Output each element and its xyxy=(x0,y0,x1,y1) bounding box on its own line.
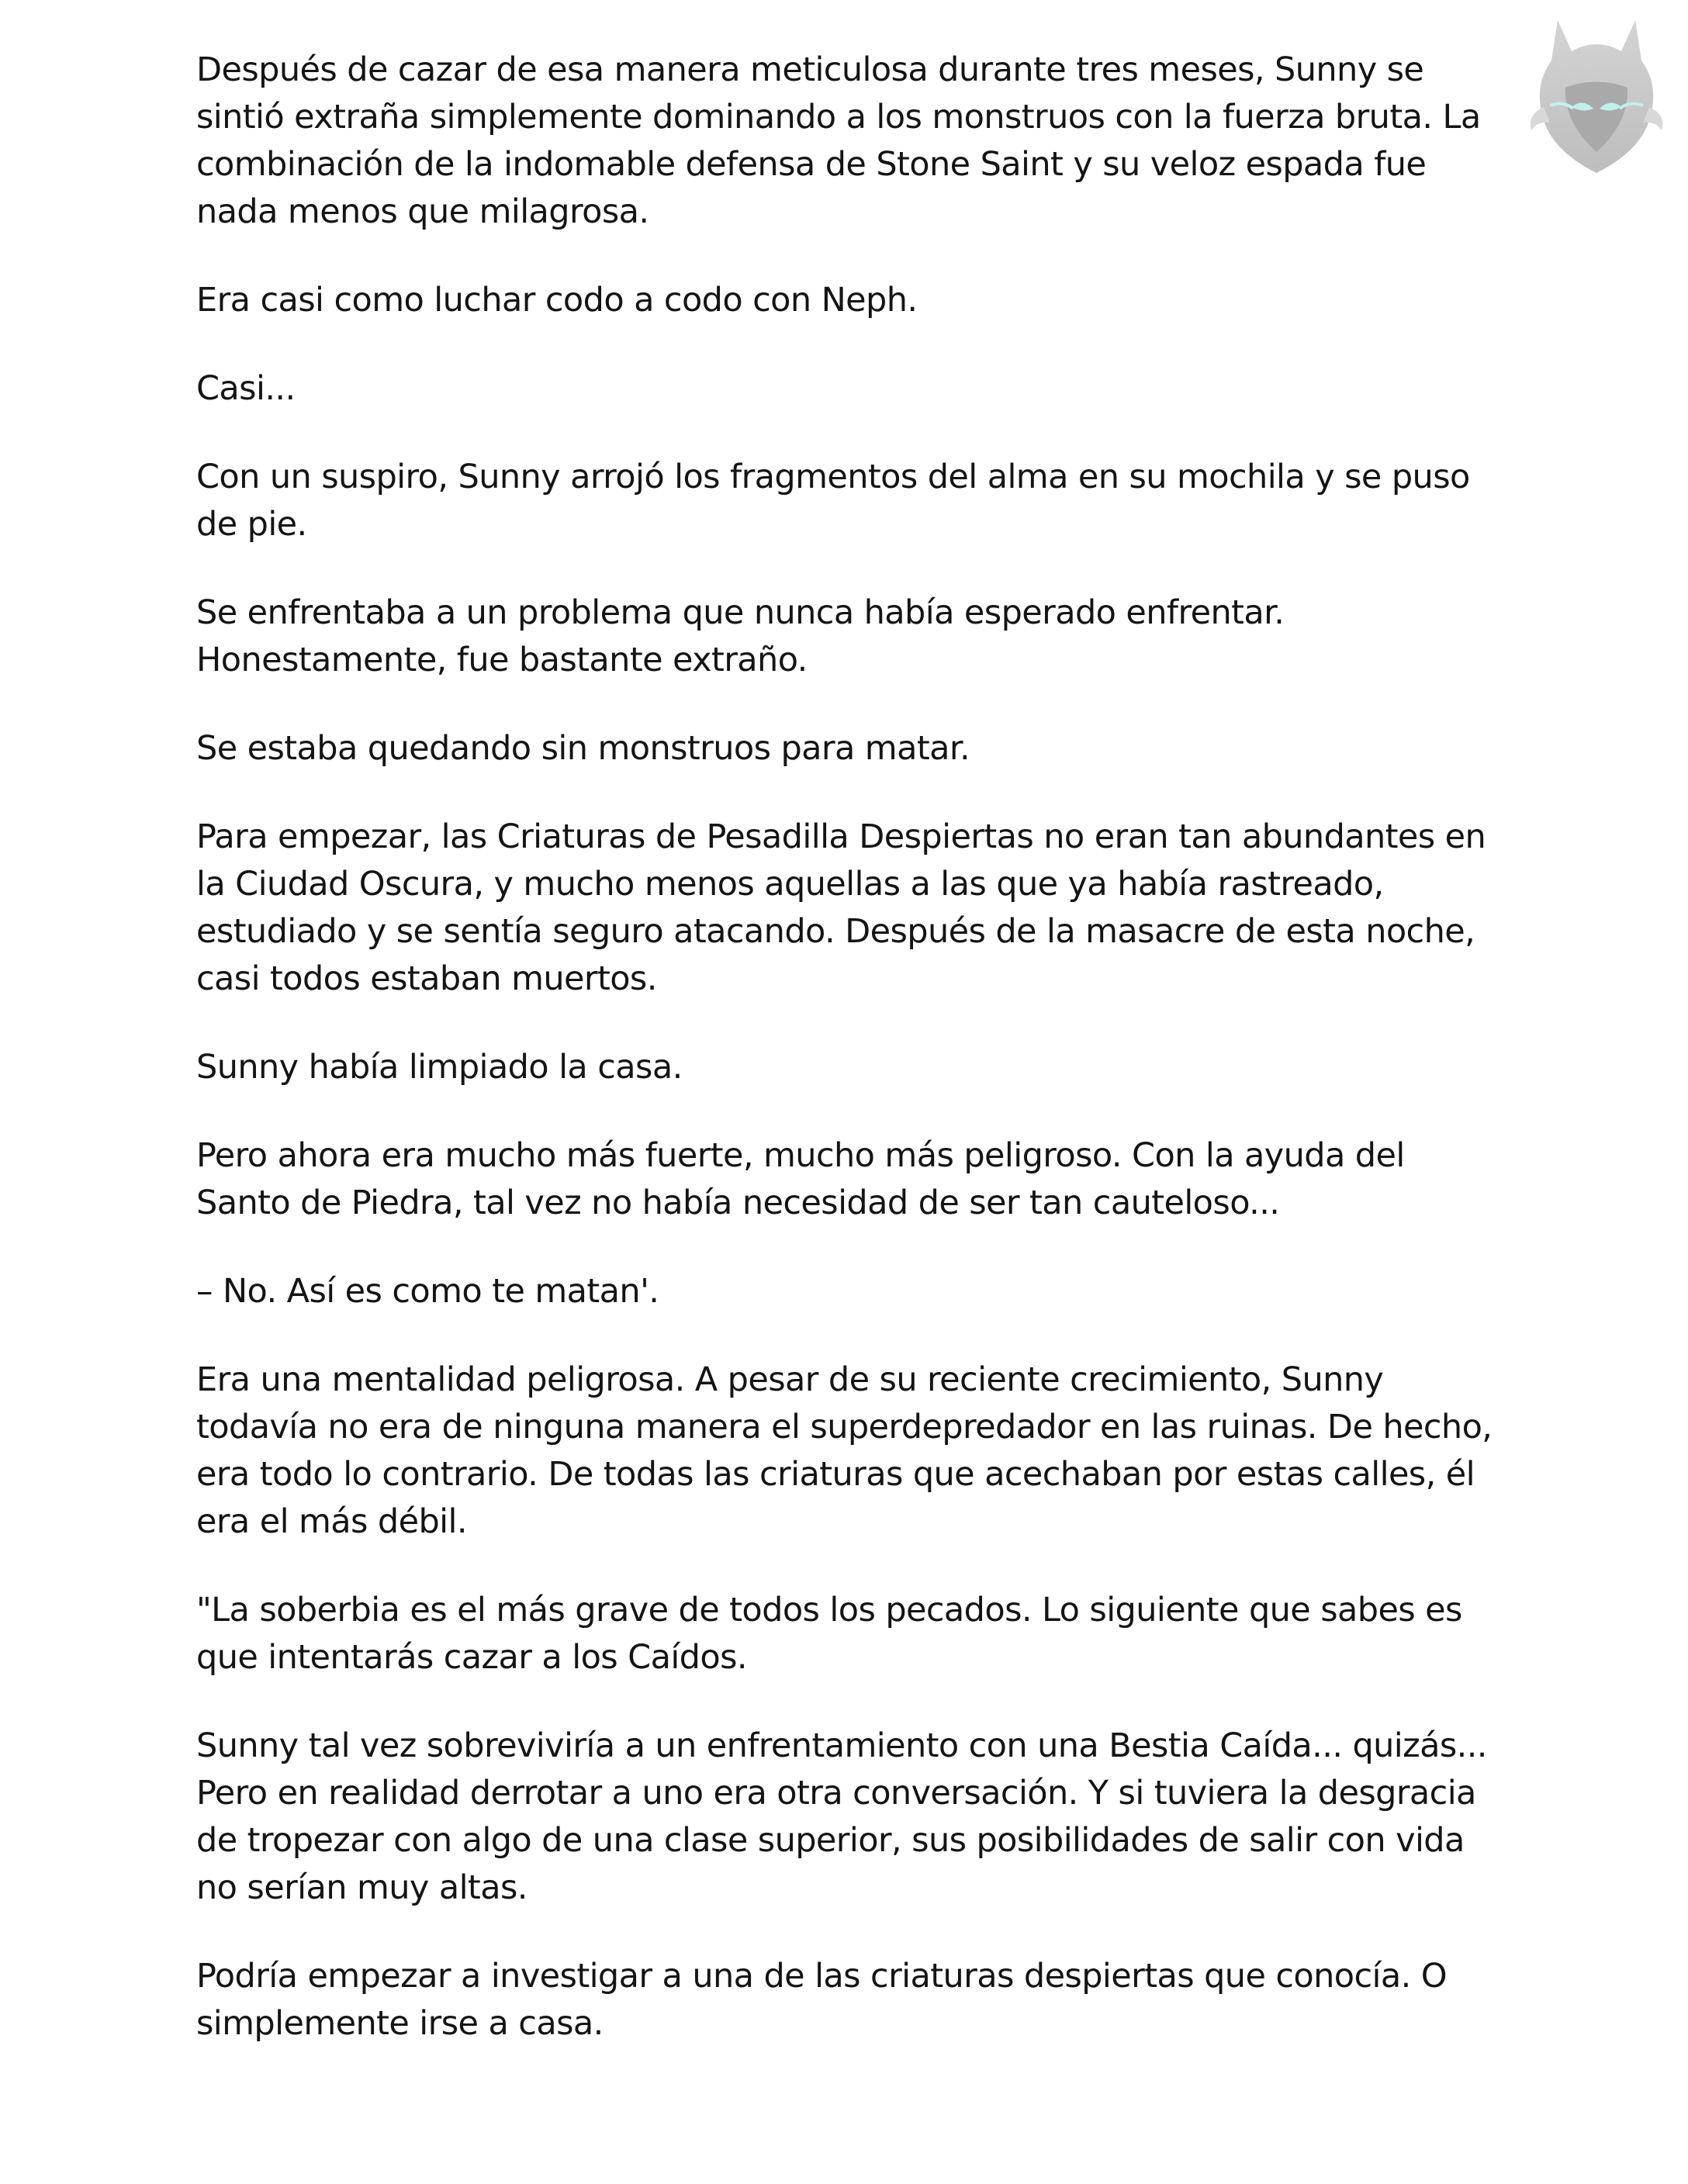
paragraph: Se enfrentaba a un problema que nunca había esperado enfrentar. Honestamente, fue bastante extraño. xyxy=(196,593,1285,679)
paragraph: – No. Así es como te matan'. xyxy=(196,1272,659,1311)
paragraph: Sunny había limpiado la casa. xyxy=(196,1048,683,1087)
paragraph: Podría empezar a investigar a una de las criaturas despiertas que conocía. O simplemente irse a casa. xyxy=(196,1957,1448,2043)
paragraph: "La soberbia es el más grave de todos los pecados. Lo siguiente que sabes es que intentarás cazar a los Caídos. xyxy=(196,1591,1462,1677)
paragraph: Era casi como luchar codo a codo con Neph. xyxy=(196,281,918,320)
paragraph: Era una mentalidad peligrosa. A pesar de su reciente crecimiento, Sunny todavía no era de ninguna manera el superdepredador en las ruinas. De hecho, era todo lo contrario. De todas las criaturas que acechaban por estas calles, él era el más débil. xyxy=(196,1360,1493,1541)
paragraph: Para empezar, las Criaturas de Pesadilla Despiertas no eran tan abundantes en la Ciudad Oscura, y mucho menos aquellas a las que ya había rastreado, estudiado y se sentía seguro atacando. Después de la masacre de esta noche, casi todos estaban muertos. xyxy=(196,817,1486,998)
paragraph: Con un suspiro, Sunny arrojó los fragmentos del alma en su mochila y se puso de pie. xyxy=(196,458,1470,544)
horned-demon-head-icon xyxy=(1527,14,1666,185)
paragraph: Se estaba quedando sin monstruos para matar. xyxy=(196,729,970,768)
paragraph: Después de cazar de esa manera meticulosa durante tres meses, Sunny se sintió extraña simplemente dominando a los monstruos con la fuerza bruta. La combinación de la indomable defensa de Stone Saint y su veloz espada fue nada menos que milagrosa. xyxy=(196,50,1481,231)
paragraph: Casi... xyxy=(196,369,296,408)
paragraph: Sunny tal vez sobreviviría a un enfrentamiento con una Bestia Caída... quizás... Pero en realidad derrotar a uno era otra conversación. Y si tuviera la desgracia de tropezar con algo de una clase superior, sus posibilidades de salir con vida no serían muy altas. xyxy=(196,1726,1487,1907)
watermark-logo xyxy=(1527,14,1666,185)
document-body xyxy=(196,47,1499,2089)
paragraph: Pero ahora era mucho más fuerte, mucho más peligroso. Con la ayuda del Santo de Piedra, tal vez no había necesidad de ser tan cauteloso... xyxy=(196,1136,1405,1222)
